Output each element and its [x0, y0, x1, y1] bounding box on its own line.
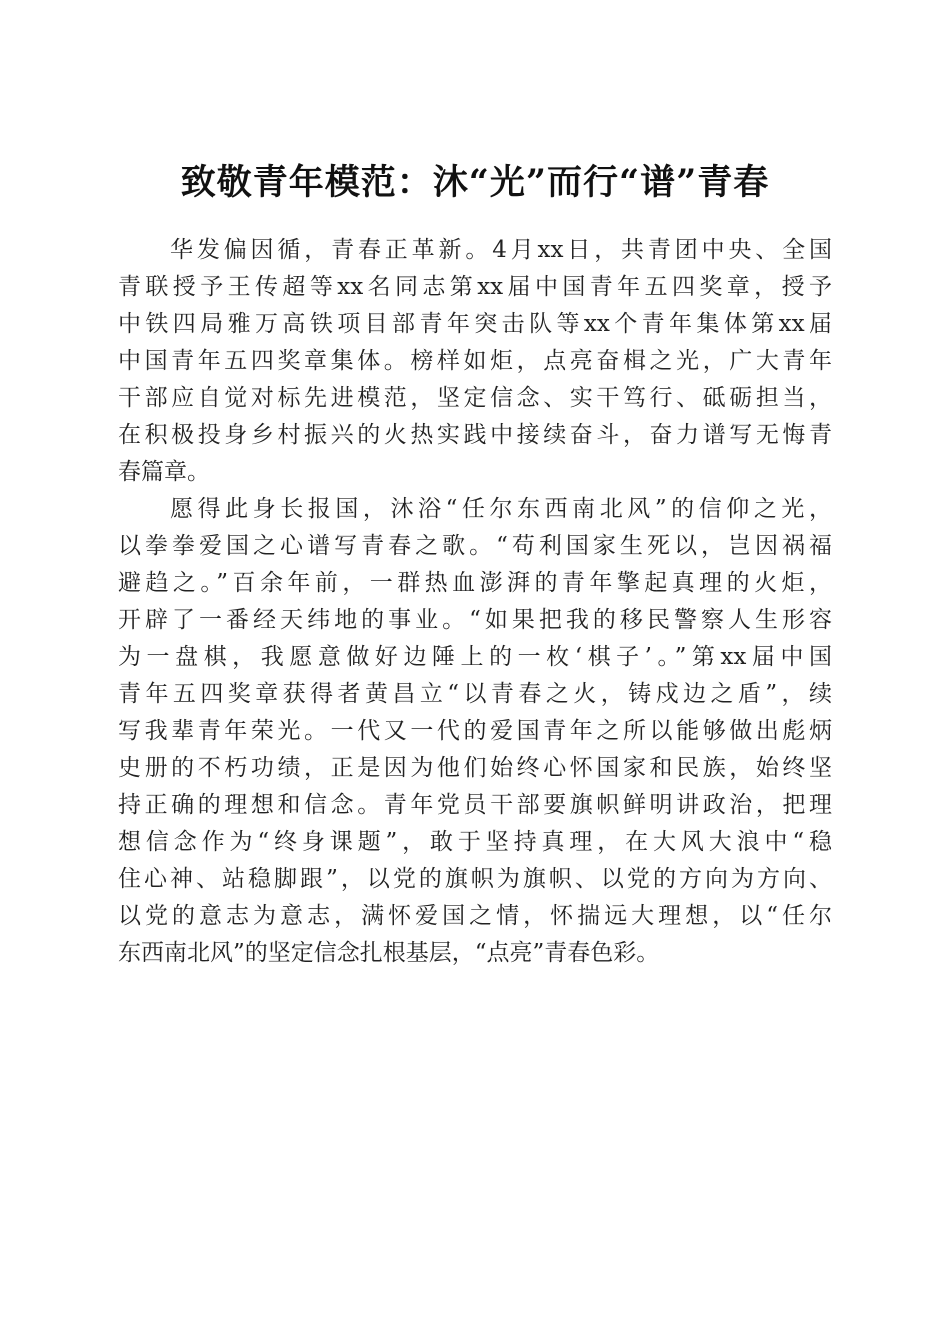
text-line: 史册的不朽功绩，正是因为他们始终心怀国家和民族，始终坚: [118, 755, 832, 781]
text-line: 青联授予王传超等xx名同志第xx届中国青年五四奖章，授予: [118, 274, 832, 300]
text-line: 为一盘棋，我愿意做好边陲上的一枚‘棋子’。”第xx届中国: [118, 644, 832, 670]
text-line: 开辟了一番经天纬地的事业。“如果把我的移民警察人生形容: [118, 607, 832, 633]
text-line: 想信念作为“终身课题”，敢于坚持真理，在大风大浪中“稳: [118, 829, 832, 855]
text-line: 持正确的理想和信念。青年党员干部要旗帜鲜明讲政治，把理: [118, 792, 832, 818]
text-line: 以拳拳爱国之心谱写青春之歌。“苟利国家生死以，岂因祸福: [118, 533, 832, 559]
text-line: 华发偏因循，青春正革新。4月xx日，共青团中央、全国: [170, 237, 832, 263]
text-line: 避趋之。”百余年前，一群热血澎湃的青年擎起真理的火炬，: [118, 570, 832, 596]
text-line: 东西南北风”的坚定信念扎根基层，“点亮”青春色彩。: [118, 940, 660, 966]
document-body: [118, 232, 832, 972]
text-line: 愿得此身长报国，沐浴“任尔东西南北风”的信仰之光，: [170, 496, 832, 522]
text-line: 干部应自觉对标先进模范，坚定信念、实干笃行、砥砺担当，: [118, 385, 832, 411]
text-line: 中铁四局雅万高铁项目部青年突击队等xx个青年集体第xx届: [118, 311, 832, 337]
text-line: 青年五四奖章获得者黄昌立“以青春之火，铸戍边之盾”，续: [118, 681, 832, 707]
paragraph-1: [118, 232, 832, 491]
page-title: 致敬青年模范：沐“光”而行“谱”青春: [180, 162, 770, 204]
text-line: 在积极投身乡村振兴的火热实践中接续奋斗，奋力谱写无悔青: [118, 422, 832, 448]
text-line: 以党的意志为意志，满怀爱国之情，怀揣远大理想，以“任尔: [118, 903, 832, 929]
text-line: 住心神、站稳脚跟”，以党的旗帜为旗帜、以党的方向为方向、: [118, 866, 832, 892]
paragraph-2: [118, 491, 832, 972]
text-line: 中国青年五四奖章集体。榜样如炬，点亮奋楫之光，广大青年: [118, 348, 832, 374]
text-line: 写我辈青年荣光。一代又一代的爱国青年之所以能够做出彪炳: [118, 718, 832, 744]
text-line: 春篇章。: [118, 459, 210, 485]
